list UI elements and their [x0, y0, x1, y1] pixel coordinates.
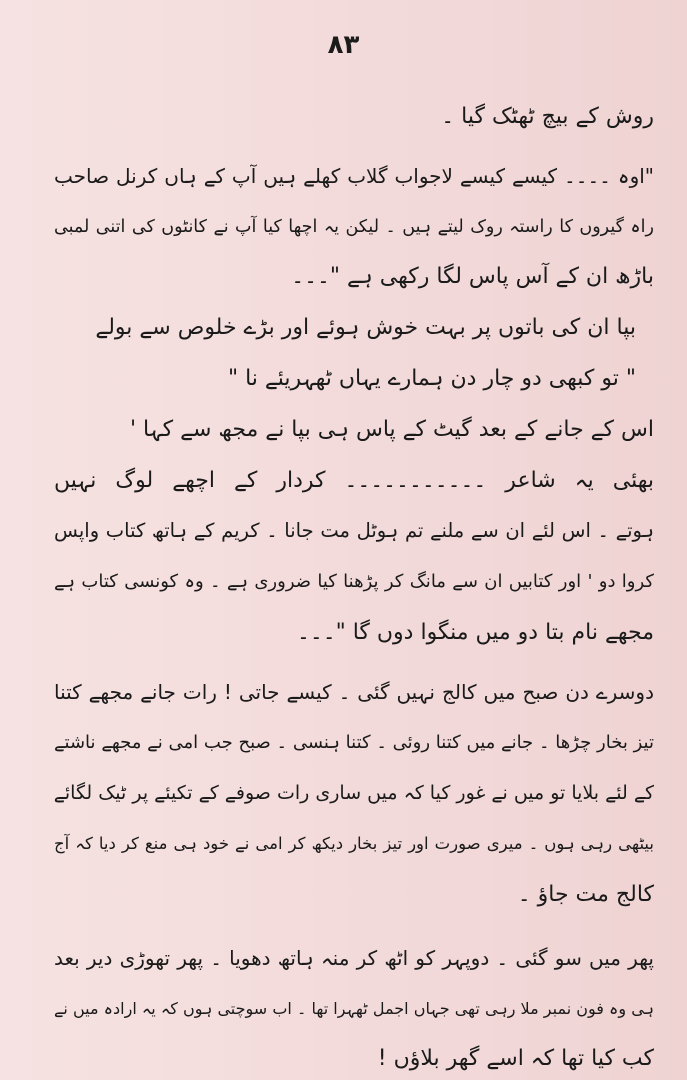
text-line: دوسرے دن صبح میں کالج نہیں گئی ۔ کیسے جاتی ! رات جانے مجھے کتنا	[54, 679, 654, 704]
text-line: پھر میں سو گئی ۔ دوپہر کو اٹھ کر منہ ہاتھ دھویا ۔ پھر تھوڑی دیر بعد	[54, 945, 654, 970]
text-line: بھئی یہ شاعر ۔۔۔۔۔۔۔۔۔۔۔ کردار کے اچھے لوگ نہیں	[54, 467, 654, 493]
text-line: باڑھ ان کے آس پاس لگا رکھی ہے "۔۔۔	[291, 264, 654, 290]
page-body	[54, 92, 654, 1080]
text-line: کب کیا تھا کہ اسے گھر بلاؤں !	[377, 1046, 654, 1072]
text-line: کے لئے بلایا تو میں نے غور کیا کہ میں ساری رات صوفے کے تکیئے پر ٹیک لگائے	[54, 782, 654, 805]
text-line: اس کے جانے کے بعد گیٹ کے پاس ہی بپا نے مجھ سے کہا '	[130, 416, 654, 442]
text-line: مجھے نام بتا دو میں منگوا دوں گا "۔۔۔	[296, 619, 654, 645]
text-line: بپا ان کی باتوں پر بہت خوش ہوئے اور بڑے خلوص سے بولے	[95, 315, 636, 341]
page-number: ۸۳	[327, 30, 360, 60]
text-line: روش کے بیچ ٹھٹک گیا ۔	[441, 104, 654, 129]
text-line: راہ گیروں کا راستہ روک لیتے ہیں ۔ لیکن یہ اچھا کیا آپ نے کانٹوں کی اتنی لمبی	[54, 216, 654, 237]
text-line: ہوتے ۔ اس لئے ان سے ملنے تم ہوٹل مت جانا ۔ کریم کے ہاتھ کتاب واپس	[54, 519, 654, 543]
text-line: " تو کبھی دو چار دن ہمارے یہاں ٹھہریئے نا "	[227, 365, 636, 391]
text-line: کروا دو ' اور کتابیں ان سے مانگ کر پڑھنا کیا ضروری ہے ۔ وہ کونسی کتاب ہے	[54, 571, 654, 593]
text-line: تیز بخار چڑھا ۔ جانے میں کتنا روئی ۔ کتنا ہنسی ۔ صبح جب امی نے مجھے ناشتے	[54, 731, 654, 753]
text-line: کالج مت جاؤ ۔	[517, 881, 654, 907]
text-line: بیٹھی رہی ہوں ۔ میری صورت اور تیز بخار دیکھ کر امی نے خود ہی منع کر دیا کہ آج	[54, 834, 654, 854]
text-line: "اوہ ۔۔۔۔ کیسے کیسے لاجواب گلاب کھلے ہیں آپ کے ہاں کرنل صاحب	[54, 163, 654, 188]
text-line: ہی وہ فون نمبر ملا رہی تھی جہاں اجمل ٹھہرا تھا ۔ اب سوچتی ہوں کہ یہ ارادہ میں نے	[54, 998, 654, 1018]
